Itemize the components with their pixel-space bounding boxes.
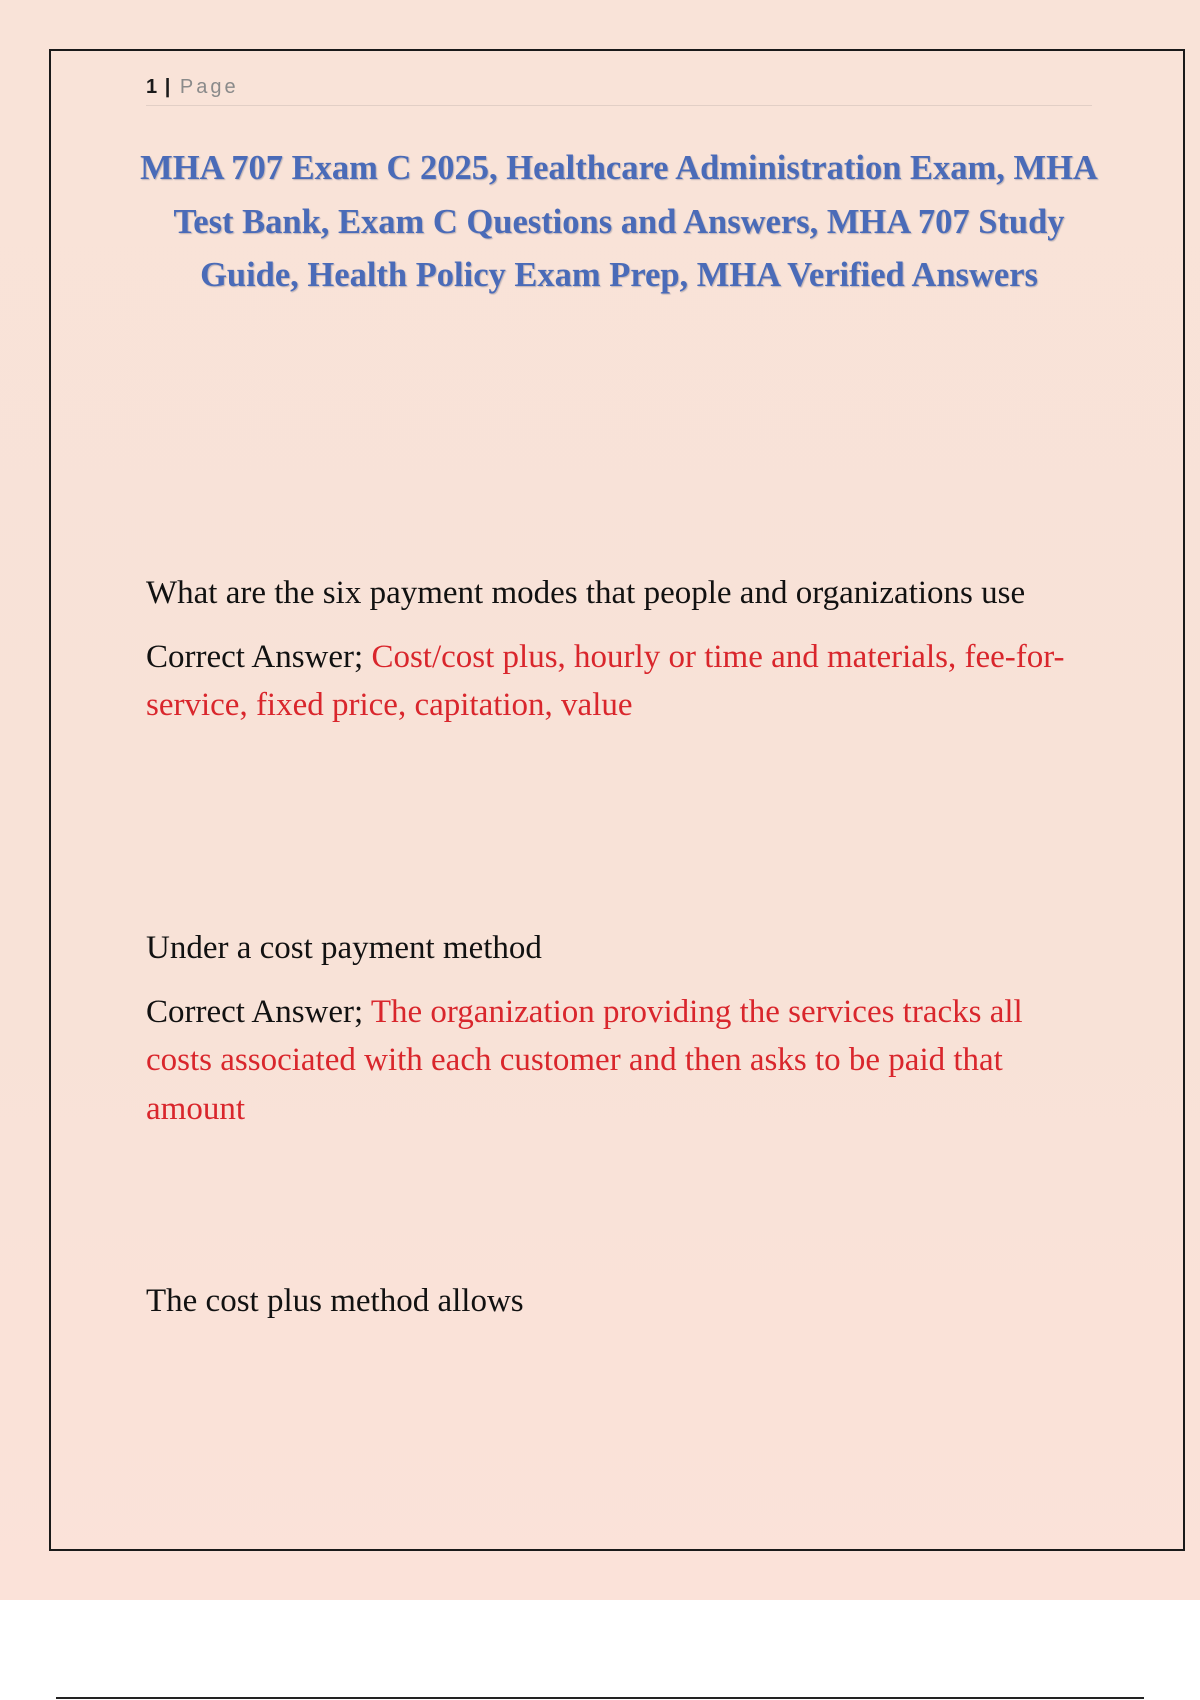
- page-header-separator: |: [164, 76, 171, 98]
- page-header: [146, 74, 1092, 106]
- answer-prefix: Correct Answer;: [146, 638, 364, 675]
- qa-item: [146, 1277, 1086, 1341]
- qa-item: [146, 924, 1086, 1133]
- page-number: 1: [146, 76, 158, 98]
- answer-text: The organization providing the services tracks all costs associated with each customer and then asks to be paid that amount: [146, 993, 1023, 1127]
- answer-prefix: Correct Answer;: [146, 993, 364, 1030]
- answer-line: [146, 633, 1086, 730]
- next-page-border-edge: [56, 1697, 1144, 1699]
- document-title: MHA 707 Exam C 2025, Healthcare Administration Exam, MHA Test Bank, Exam C Questions and Answers, MHA 707 Study Guide, Health Policy Exam Prep, MHA Verified Answers: [140, 149, 1098, 294]
- question-text: What are the six payment modes that people and organizations use: [146, 575, 1026, 611]
- page-label: Page: [179, 76, 239, 98]
- answer-line: [146, 988, 1086, 1134]
- question-text: Under a cost payment method: [146, 930, 542, 966]
- qa-item: [146, 569, 1086, 730]
- answer-text: Cost/cost plus, hourly or time and materials, fee-for-service, fixed price, capitation, value: [146, 638, 1065, 723]
- question-text: The cost plus method allows: [146, 1283, 524, 1319]
